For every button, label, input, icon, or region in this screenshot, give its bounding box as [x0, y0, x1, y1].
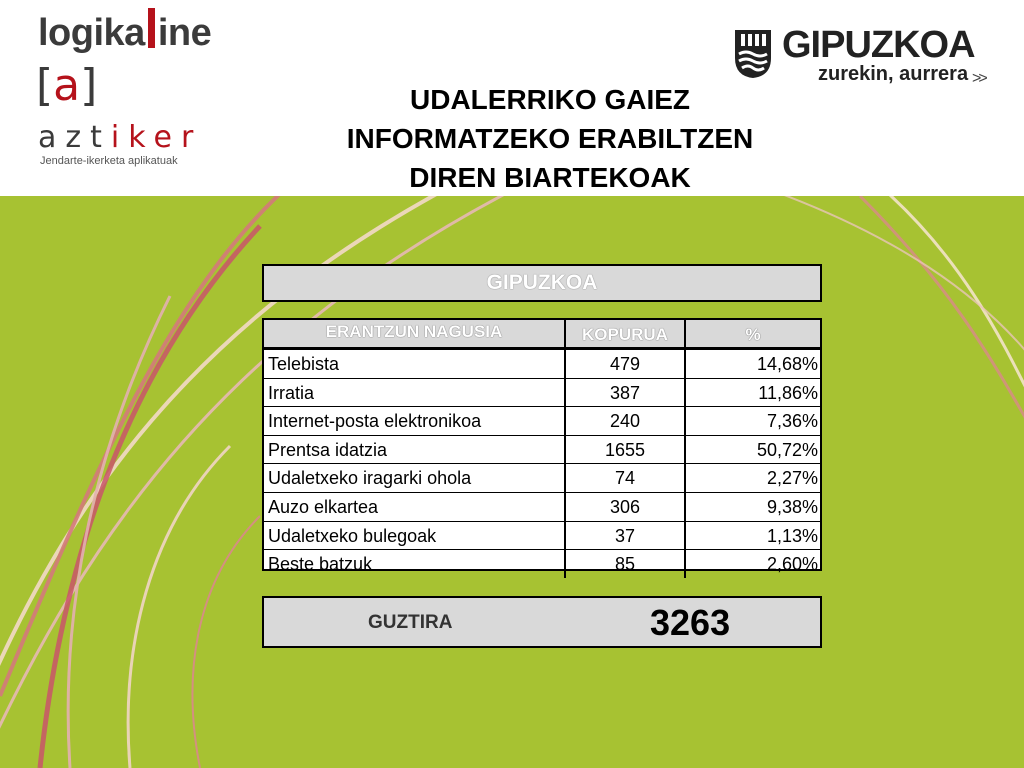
bracket-open: [	[36, 60, 54, 111]
row-label: Prentsa idatzia	[268, 439, 388, 460]
table-row	[264, 464, 820, 493]
aztiker-logo-text-b: iker	[110, 120, 203, 155]
row-label: Irratia	[268, 382, 315, 403]
row-count: 37	[564, 522, 686, 550]
row-count: 479	[564, 350, 686, 378]
column-header-percent: %	[745, 325, 761, 344]
row-percent: 9,38%	[766, 496, 818, 517]
logikaline-logo	[38, 8, 211, 55]
table-header-row	[264, 320, 820, 350]
results-table	[262, 318, 822, 575]
total-box	[262, 596, 822, 648]
row-label: Auzo elkartea	[268, 496, 379, 517]
gipuzkoa-logo-slogan: zurekin, aurrera	[818, 63, 969, 85]
region-header: GIPUZKOA	[262, 264, 822, 302]
row-label: Telebista	[268, 354, 340, 374]
slide-title	[290, 80, 810, 197]
row-count: 387	[564, 379, 686, 407]
total-label: GUZTIRA	[368, 612, 453, 633]
row-label: Udaletxeko iragarki ohola	[268, 468, 472, 489]
slide-title-line-1: UDALERRIKO GAIEZ	[410, 84, 690, 115]
table-row	[264, 350, 820, 379]
slide-header	[0, 0, 1024, 196]
row-percent: 14,68%	[756, 354, 818, 374]
logikaline-logo-bar	[148, 8, 155, 48]
table-row	[264, 522, 820, 551]
row-percent: 2,27%	[766, 468, 818, 489]
aztiker-bracket-logo	[36, 60, 97, 111]
row-label: Internet-posta elektronikoa	[268, 411, 482, 432]
logikaline-logo-text-left: logika	[38, 12, 145, 54]
aztiker-logo-text-a: azt	[38, 120, 111, 155]
aztiker-logo	[38, 120, 202, 155]
column-header-count: KOPURUA	[564, 320, 686, 347]
row-count: 240	[564, 407, 686, 435]
row-label: Beste batzuk	[268, 554, 373, 575]
row-percent: 1,13%	[766, 525, 818, 546]
row-count: 85	[564, 550, 686, 578]
row-label: Udaletxeko bulegoak	[268, 525, 437, 546]
table-body	[264, 350, 820, 578]
row-percent: 11,86%	[758, 382, 818, 403]
row-count: 306	[564, 493, 686, 521]
slide-title-line-3: DIREN BIARTEKOAK	[409, 162, 691, 193]
table-row	[264, 550, 820, 578]
column-header-response: ERANTZUN NAGUSIA	[325, 322, 503, 341]
row-count: 74	[564, 464, 686, 492]
bracket-letter: a	[53, 60, 81, 111]
row-count: 1655	[564, 436, 686, 464]
row-percent: 7,36%	[766, 411, 818, 432]
row-percent: 2,60%	[766, 554, 818, 575]
table-row	[264, 407, 820, 436]
logikaline-logo-text-right: ine	[157, 12, 212, 54]
table-row	[264, 379, 820, 408]
table-row	[264, 436, 820, 465]
aztiker-subtitle: Jendarte-ikerketa aplikatuak	[40, 155, 178, 167]
row-percent: 50,72%	[756, 439, 818, 460]
table-row	[264, 493, 820, 522]
gipuzkoa-logo-name: GIPUZKOA	[782, 24, 975, 66]
slide-title-line-2: INFORMATZEKO ERABILTZEN	[346, 123, 754, 154]
gipuzkoa-shield-icon	[733, 28, 773, 80]
bracket-close: ]	[80, 60, 98, 111]
total-value: 3263	[650, 602, 731, 643]
gipuzkoa-arrows-icon: >>	[972, 70, 985, 87]
